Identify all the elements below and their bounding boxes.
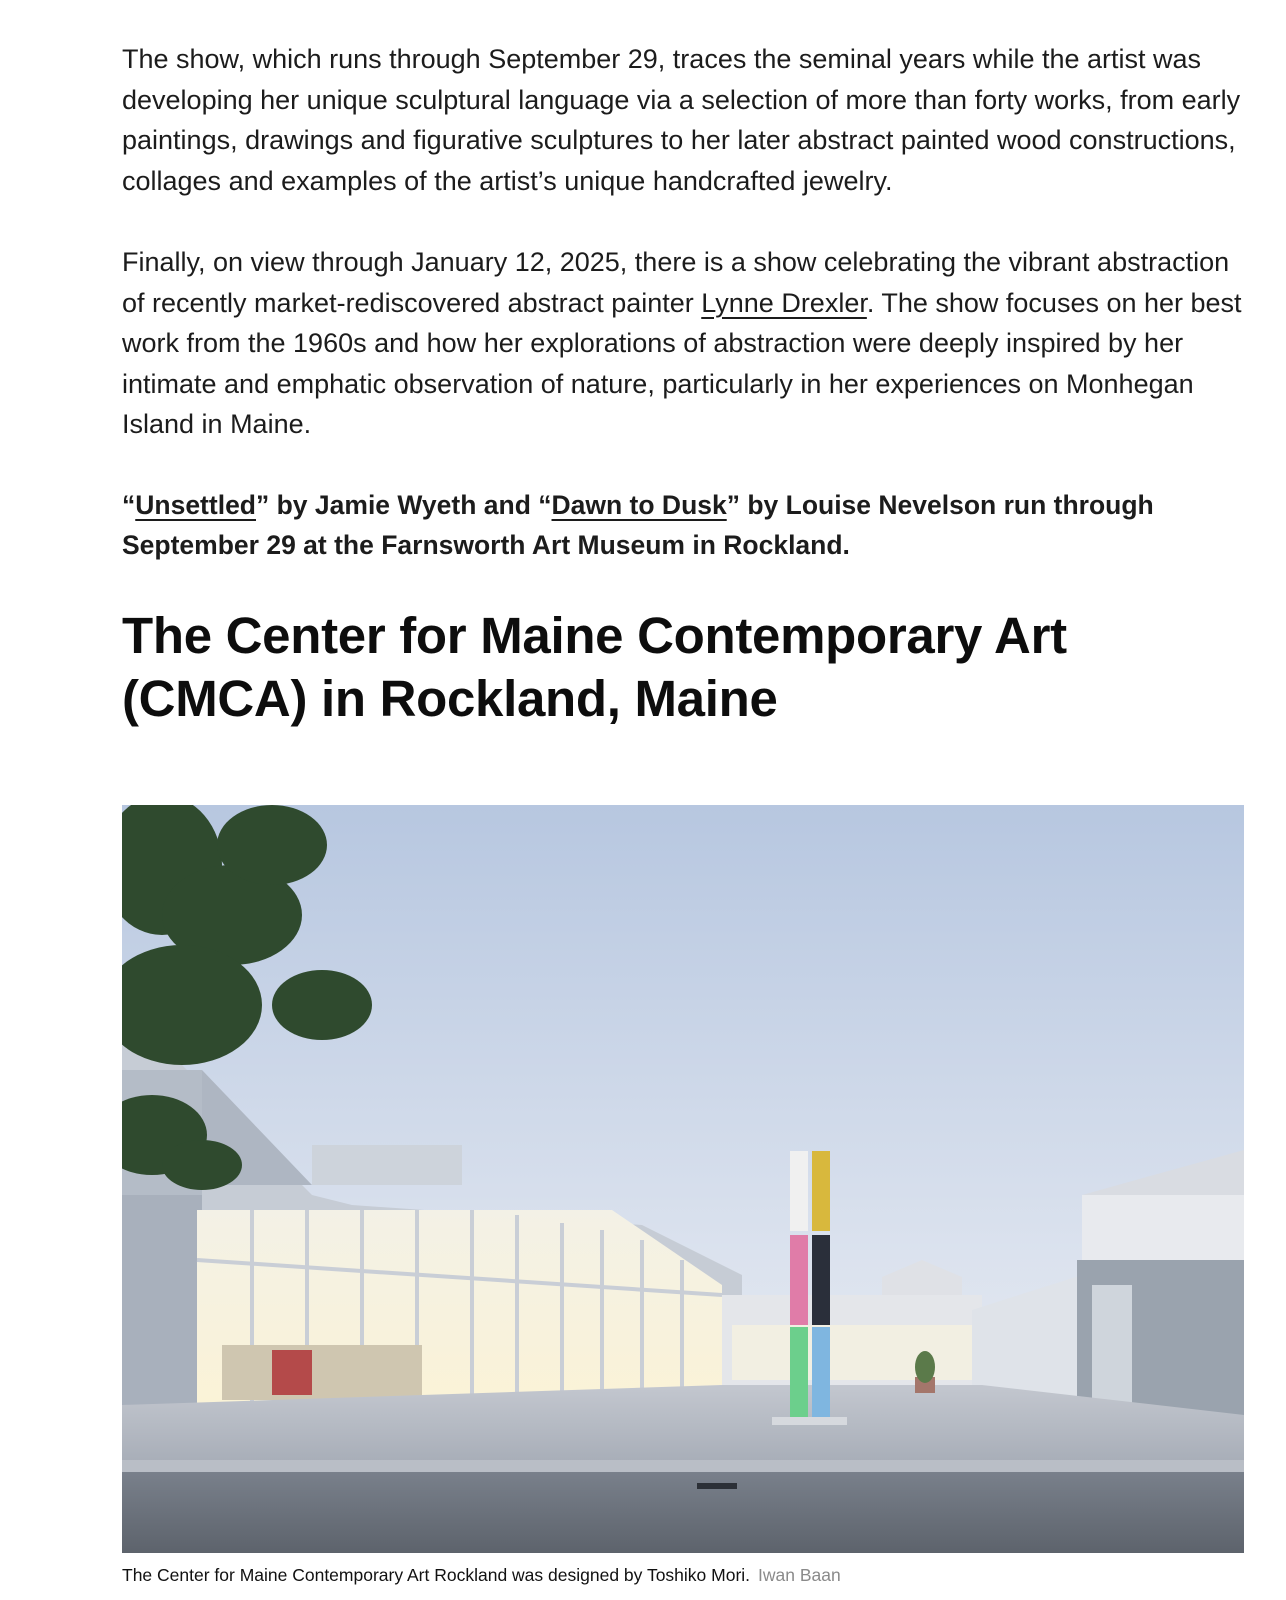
paragraph-text: Finally, on view through January 12, 2025, there is a show celebrating the vibrant abstraction of recently market-rediscovered abstract painter — [122, 247, 1230, 318]
caption-text: The Center for Maine Contemporary Art Rockland was designed by Toshiko Mori. — [122, 1565, 751, 1585]
planter-shrub — [915, 1351, 935, 1383]
left-building-clerestory — [312, 1145, 462, 1185]
gallery-interior-display — [272, 1350, 312, 1395]
paragraph-text: ” by Jamie Wyeth and “ — [256, 490, 552, 520]
sidewalk-curb — [122, 1460, 1244, 1472]
dawn-to-dusk-link[interactable]: Dawn to Dusk — [551, 490, 727, 520]
road — [122, 1472, 1244, 1553]
photo-credit: Iwan Baan — [758, 1565, 841, 1585]
storm-drain — [697, 1483, 737, 1489]
paragraph-drexler-show — [122, 242, 1246, 445]
left-building-facade — [122, 1195, 202, 1405]
cmca-building-photo — [122, 805, 1244, 1553]
lynne-drexler-link[interactable]: Lynne Drexler — [701, 287, 867, 318]
courtyard-back-glass — [732, 1325, 972, 1380]
paragraph-nevelson-show: The show, which runs through September 29, traces the seminal years while the artist was developing her unique sculptural language via a selection of more than forty works, from early paintings, drawings and figurative sculptures to her later abstract painted wood constructions, collages and examples of the artist’s unique handcrafted jewelry. — [122, 44, 1241, 196]
cmca-photo[interactable] — [122, 805, 1244, 1553]
paragraph-text: . The show focuses on her best work from the 1960s and how her explorations of abstraction were deeply inspired by her intimate and emphatic observation of nature, particularly in her experiences on Monhegan Island in Maine. — [122, 287, 1242, 439]
unsettled-link[interactable]: Unsettled — [135, 490, 256, 520]
gallery-interior-shelf — [222, 1345, 422, 1400]
paragraph-text: ” by Louise Nevelson run through September 29 at the Farnsworth Art Museum in Rockland. — [122, 490, 1154, 560]
open-quote: “ — [122, 490, 136, 520]
paragraph-show-dates — [122, 485, 1246, 565]
figure-caption — [122, 1562, 841, 1588]
section-heading: The Center for Maine Contemporary Art (CMCA) in Rockland, Maine — [122, 607, 1067, 727]
